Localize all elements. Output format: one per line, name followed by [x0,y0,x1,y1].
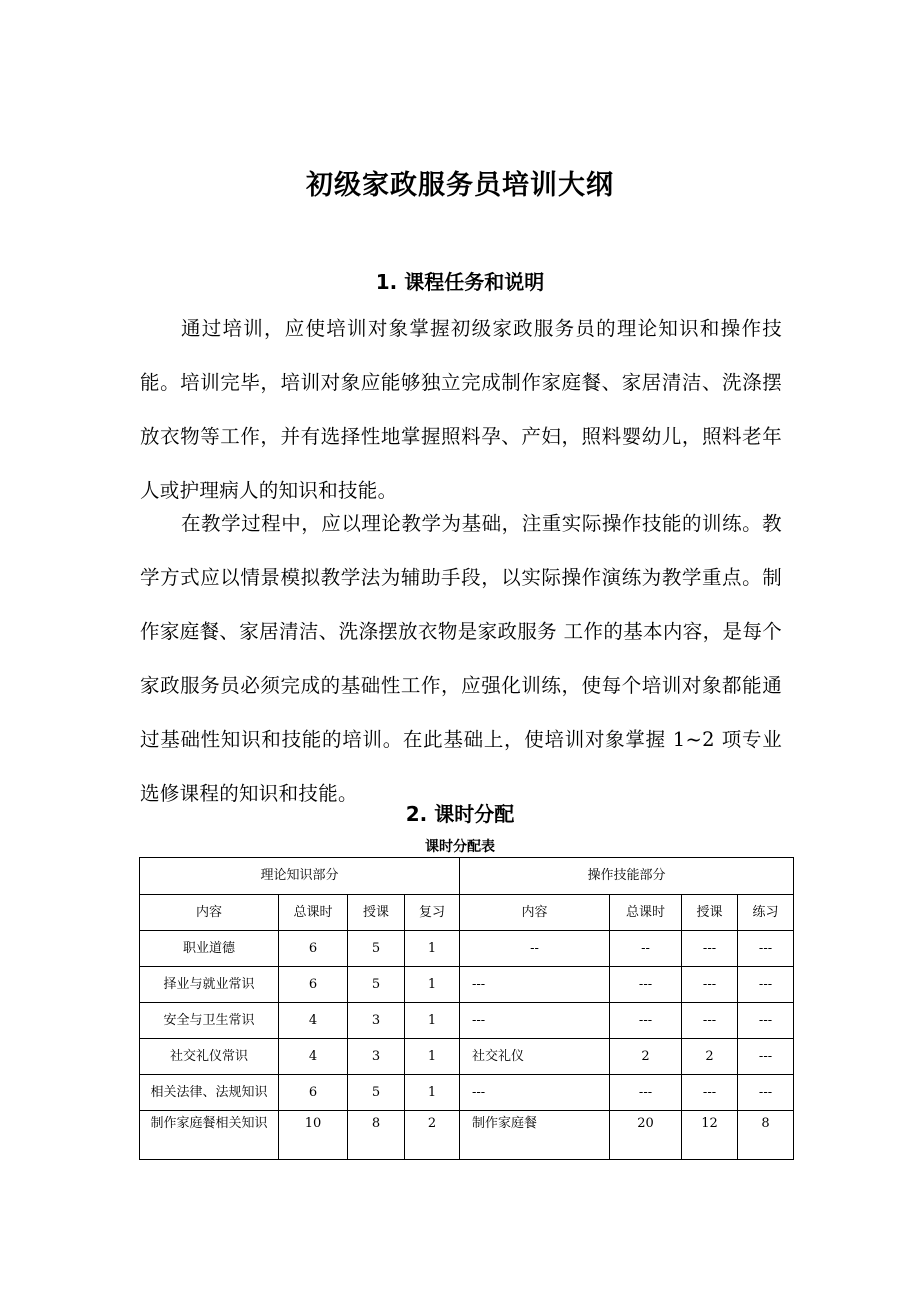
table-caption: 课时分配表 [425,839,495,855]
table-cell: -- [460,931,610,967]
table-cell: 3 [348,1039,405,1075]
table-cell: 6 [279,1075,348,1111]
table-cell: 职业道德 [140,931,279,967]
group-header-theory: 理论知识部分 [140,858,460,895]
table-cell: 2 [682,1039,738,1075]
table-cell: 制作家庭餐相关知识 [140,1111,279,1160]
table-cell: --- [738,967,794,1003]
column-header: 复习 [405,895,460,931]
table-cell: --- [610,1003,682,1039]
table-cell: 6 [279,967,348,1003]
table-cell: -- [610,931,682,967]
section-2-heading: 2. 课时分配 [405,802,515,826]
table-cell: --- [738,931,794,967]
table-cell: 2 [405,1111,460,1160]
column-header: 内容 [140,895,279,931]
table-cell: --- [738,1075,794,1111]
column-header: 总课时 [610,895,682,931]
table-cell: 1 [405,1003,460,1039]
column-header: 内容 [460,895,610,931]
table-cell: --- [738,1039,794,1075]
table-cell: 相关法律、法规知识 [140,1075,279,1111]
group-header-practice: 操作技能部分 [460,858,794,895]
table-cell: 1 [405,967,460,1003]
table-row [140,1075,794,1111]
table-group-header-row [140,858,794,895]
section-1-heading: 1. 课程任务和说明 [375,270,545,294]
table-cell: 12 [682,1111,738,1160]
table-cell: --- [460,1003,610,1039]
table-cell: --- [682,1075,738,1111]
table-cell: 安全与卫生常识 [140,1003,279,1039]
table-column-header-row [140,895,794,931]
table-cell: 1 [405,1039,460,1075]
table-cell: 2 [610,1039,682,1075]
table-cell: 5 [348,967,405,1003]
class-hours-table [139,857,794,1160]
table-row [140,967,794,1003]
table-cell: 3 [348,1003,405,1039]
column-header: 授课 [348,895,405,931]
column-header: 授课 [682,895,738,931]
table-cell: --- [610,1075,682,1111]
column-header: 总课时 [279,895,348,931]
table-cell: 制作家庭餐 [460,1111,610,1160]
table-cell: 6 [279,931,348,967]
table-cell: --- [610,967,682,1003]
table-cell: 4 [279,1039,348,1075]
table-cell: --- [682,967,738,1003]
document-title: 初级家政服务员培训大纲 [306,170,614,201]
table-cell: 择业与就业常识 [140,967,279,1003]
table-cell: 5 [348,1075,405,1111]
table-cell: 8 [348,1111,405,1160]
table-cell: --- [460,1075,610,1111]
table-cell: 社交礼仪 [460,1039,610,1075]
table-cell: 1 [405,931,460,967]
column-header: 练习 [738,895,794,931]
table-cell: 10 [279,1111,348,1160]
table-row [140,1039,794,1075]
table-cell: --- [738,1003,794,1039]
table-cell: 1 [405,1075,460,1111]
table-row [140,1111,794,1160]
section-1-paragraph-2: 在教学过程中，应以理论教学为基础，注重实际操作技能的训练。教学方式应以情景模拟教学法为辅助手段，以实际操作演练为教学重点。制作家庭餐、家居清洁、洗涤摆放衣物是家政服务 工作的基本内容，是每个家政服务员必须完成的基础性工作，应强化训练，使每个培训对象都能通过基础性知识和技能的培训。在此基础上，使培训对象掌握 1~2 项专业选修课程的知识和技能。 [140,512,782,805]
table-cell: 8 [738,1111,794,1160]
table-cell: 20 [610,1111,682,1160]
table-row [140,1003,794,1039]
table-cell: --- [460,967,610,1003]
table-cell: 5 [348,931,405,967]
table-cell: --- [682,1003,738,1039]
table-cell: 4 [279,1003,348,1039]
section-1-paragraph-1: 通过培训，应使培训对象掌握初级家政服务员的理论知识和操作技能。培训完毕，培训对象应能够独立完成制作家庭餐、家居清洁、洗涤摆放衣物等工作，并有选择性地掌握照料孕、产妇，照料婴幼儿，照料老年人或护理病人的知识和技能。 [140,317,782,502]
table-cell: --- [682,931,738,967]
table-row [140,931,794,967]
table-cell: 社交礼仪常识 [140,1039,279,1075]
